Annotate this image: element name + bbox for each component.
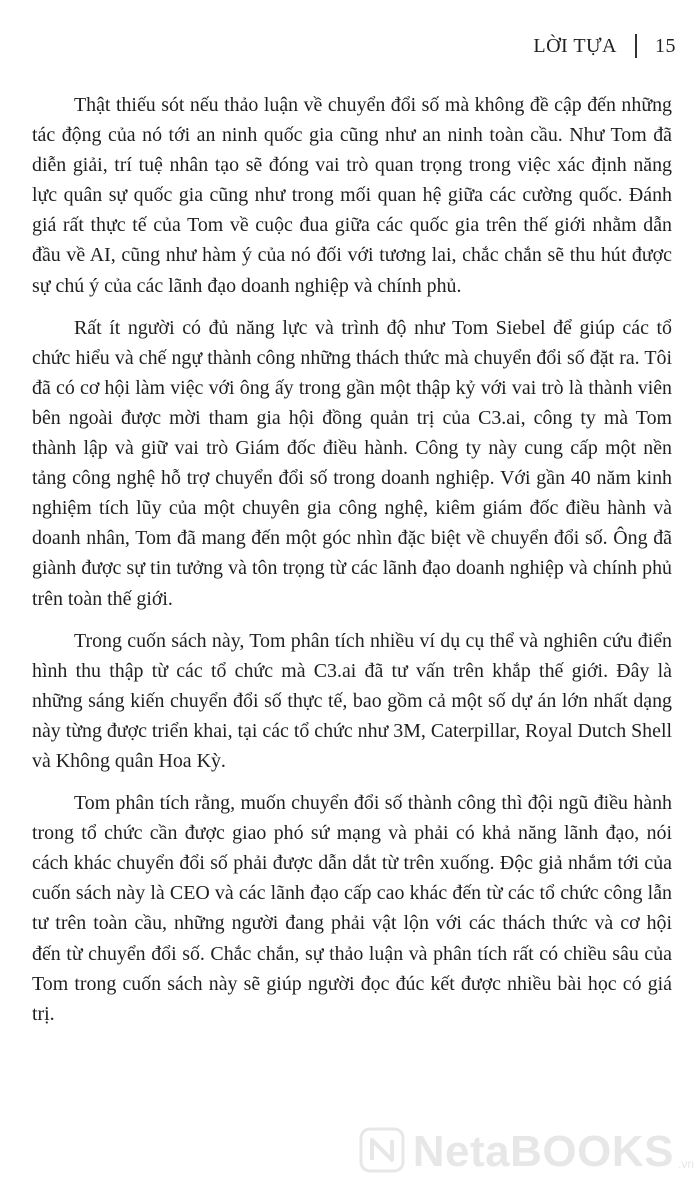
watermark-text: NetaBOOKS: [412, 1127, 674, 1176]
watermark-suffix: .vn: [677, 1157, 694, 1171]
paragraph-1: Thật thiếu sót nếu thảo luận về chuyển đổi số mà không đề cập đến những tác động của nó tới an ninh quốc gia cũng như an ninh toàn cầu. Như Tom đã diễn giải, trí tuệ nhân tạo sẽ đóng vai trò quan trọng trong việc xác định năng lực quân sự quốc gia cũng như trong mối quan hệ giữa các cường quốc. Đánh giá rất thực tế của Tom về cuộc đua giữa các quốc gia trên thế giới nhằm dẫn đầu về AI, cũng như hàm ý của nó đối với tương lai, chắc chắn sẽ thu hút được sự chú ý của các lãnh đạo doanh nghiệp và chính phủ.: [32, 94, 672, 297]
header-divider: [635, 34, 637, 58]
paragraph-3: Trong cuốn sách này, Tom phân tích nhiều ví dụ cụ thể và nghiên cứu điển hình thu thập từ các tổ chức mà C3.ai đã tư vấn trên khắp thế giới. Đây là những sáng kiến chuyển đổi số thực tế, bao gồm cả một số dự án lớn nhất dạng này từng được triển khai, tại các tổ chức như 3M, Caterpillar, Royal Dutch Shell và Không quân Hoa Kỳ.: [32, 629, 673, 772]
page-number: 15: [655, 34, 676, 57]
watermark: [359, 1127, 694, 1177]
paragraph-4: Tom phân tích rằng, muốn chuyển đổi số thành công thì đội ngũ điều hành trong tổ chức cần được giao phó sứ mạng và phải có khả năng lãnh đạo, nói cách khác chuyển đổi số phải được dẫn dắt từ trên xuống. Độc giả nhắm tới của cuốn sách này là CEO và các lãnh đạo cấp cao khác đến từ các tổ chức công lẫn tư trên toàn cầu, những người đang phải vật lộn với các thách thức và cơ hội đến từ chuyển đổi số. Chắc chắn, sự thảo luận và phân tích rất có chiều sâu của Tom trong cuốn sách này sẽ giúp người đọc đúc kết được nhiều bài học có giá trị.: [32, 792, 672, 1025]
body-text: [32, 90, 672, 1041]
netabooks-logo-icon: [359, 1127, 405, 1177]
running-head: [533, 34, 676, 58]
paragraph-2: Rất ít người có đủ năng lực và trình độ như Tom Siebel để giúp các tổ chức hiểu và chế ngự thành công những thách thức mà chuyển đổi số đặt ra. Tôi đã có cơ hội làm việc với ông ấy trong gần một thập kỷ với vai trò là thành viên bên ngoài được mời tham gia hội đồng quản trị của C3.ai, công ty mà Tom thành lập và giữ vai trò Giám đốc điều hành. Công ty này cung cấp một nền tảng công nghệ hỗ trợ chuyển đổi số trong doanh nghiệp. Với gần 40 năm kinh nghiệm tích lũy của một chuyên gia công nghệ, kiêm giám đốc điều hành và doanh nhân, Tom đã mang đến một góc nhìn đặc biệt về chuyển đổi số. Ông đã giành được sự tin tưởng và tôn trọng từ các lãnh đạo doanh nghiệp và chính phủ trên toàn thế giới.: [32, 316, 672, 610]
chapter-title: LỜI TỰA: [533, 34, 617, 57]
